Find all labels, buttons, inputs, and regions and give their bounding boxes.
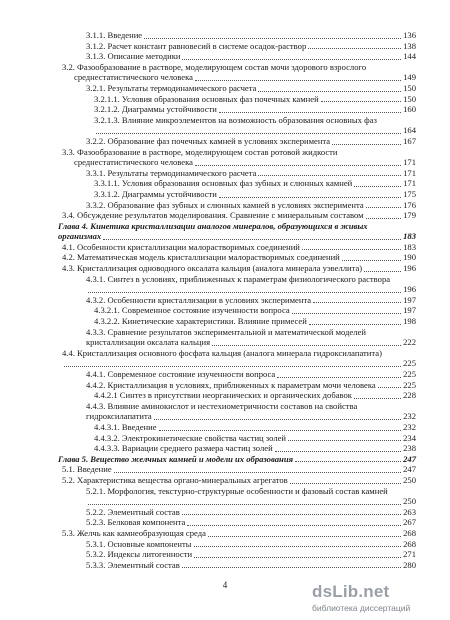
toc-entry-page: 197: [403, 294, 416, 305]
toc-entry-page: 183: [403, 231, 416, 242]
page-number: 4: [222, 580, 228, 590]
toc-line: [58, 51, 416, 62]
toc-entry-page: 250: [403, 496, 416, 507]
toc-entry-text: 4.3.3. Сравнение результатов экспериментальной и математической моделей: [86, 326, 366, 337]
toc-entry-text: 3.3.2. Образование фаз зубных и слюнных камней в условиях эксперимента: [86, 199, 364, 210]
toc-entry-text: кристаллизации оксалата кальция: [86, 337, 211, 348]
toc-entry-text: 4.3.1. Синтез в условиях, приближенных к параметрам физиологического раствора: [86, 273, 391, 284]
toc-line: [58, 475, 416, 486]
toc-leader-dots: [182, 557, 401, 569]
toc-entry-text: 4.4.1. Современное состояние изученности вопроса: [86, 369, 276, 379]
toc-entry-page: 150: [403, 82, 416, 93]
toc-entry-page: 164: [403, 125, 416, 136]
toc-entry-text: 4.3.2. Особенности кристаллизации в условиях эксперимента: [86, 294, 312, 305]
toc-entry-page: 190: [403, 252, 416, 263]
toc-entry-text: 5.2.3. Белковая компонента: [86, 517, 186, 528]
toc-entry-page: 271: [403, 549, 416, 560]
toc-entry-text: 3.2.1. Результаты термодинамического расчета: [86, 82, 257, 93]
toc-entry-text: 4.4.2. Кристаллизация в условиях, приближенных к параметрам мочи человека: [86, 379, 376, 390]
toc-entry-page: 225: [403, 358, 416, 369]
logo-subtitle: библиотека диссертаций: [312, 603, 411, 613]
toc-entry-page: 171: [403, 167, 416, 178]
toc-entry-text: 4.4.3.1. Введение: [94, 421, 157, 432]
toc-entry-text: 3.1.1. Введение: [86, 30, 143, 40]
toc-entry-page: 268: [403, 538, 416, 549]
table-of-contents: [58, 30, 416, 570]
toc-entry-page: 171: [403, 157, 416, 168]
toc-leader-dots: [309, 313, 401, 325]
toc-entry-page: 247: [403, 464, 416, 475]
toc-entry-page: 250: [403, 474, 416, 485]
toc-entry-page: 176: [403, 199, 416, 210]
toc-entry-text: 5.2.1. Морфология, текстурно-структурные особенности и фазовый состав камней: [86, 485, 388, 496]
toc-entry-page: 222: [403, 337, 416, 348]
toc-entry-page: 138: [403, 40, 416, 51]
toc-entry-text: 3.1.2. Расчет констант равновесий в системе осадок-раствор: [86, 40, 307, 51]
toc-line: [58, 189, 416, 200]
toc-line: [58, 560, 416, 571]
toc-line: [58, 200, 416, 211]
toc-entry-page: 263: [403, 506, 416, 517]
toc-entry-text: 5.3.1. Основные компоненты: [86, 538, 192, 549]
toc-entry-text: 4.2. Математическая модель кристаллизации малорастворимых соединений: [62, 252, 340, 263]
toc-entry-text: 3.2.1.3. Влияние микроэлементов на возможность образования основных фаз: [94, 114, 377, 125]
toc-entry-page: 268: [403, 527, 416, 538]
toc-entry-text: 5.2. Характеристика вещества органо-минеральных агрегатов: [62, 474, 288, 485]
toc-entry-page: 149: [403, 72, 416, 83]
toc-leader-dots: [219, 101, 401, 113]
toc-entry-page: 232: [403, 411, 416, 422]
toc-entry-text: Глава 4. Кинетика кристаллизации аналогов минералов, образующихся в живых: [58, 220, 368, 231]
toc-line: [58, 210, 416, 221]
toc-leader-dots: [212, 334, 401, 346]
toc-entry-text: 4.4. Кристаллизация основного фосфата кальция (аналога минерала гидроксилапатита): [62, 347, 382, 358]
toc-line: [58, 263, 416, 274]
toc-entry-page: 167: [403, 135, 416, 146]
toc-entry-text: 5.1. Введение: [62, 464, 112, 475]
toc-entry-text: 3.2.1.1. Условия образования основных фаз почечных камней: [94, 93, 319, 104]
toc-line: [58, 390, 416, 401]
toc-entry-text: среднестатистического человека: [74, 157, 193, 168]
toc-line: [58, 136, 416, 147]
toc-entry-text: среднестатистического человека: [74, 72, 193, 83]
toc-entry-text: 3.3.1.1. Условия образования основных фаз зубных и слюнных камней: [94, 178, 353, 189]
toc-line: [58, 252, 416, 263]
toc-entry-page: 228: [403, 390, 416, 401]
toc-entry-page: 179: [403, 210, 416, 221]
toc-entry-page: 234: [403, 432, 416, 443]
toc-entry-text: 5.3. Желчь как камнеобразующая среда: [62, 527, 206, 538]
toc-leader-dots: [366, 207, 401, 219]
toc-entry-text: организмах: [58, 231, 102, 242]
toc-entry-page: 144: [403, 51, 416, 62]
toc-entry-page: 197: [403, 305, 416, 316]
toc-entry-page: 280: [403, 559, 416, 570]
toc-entry-text: 3.2.1.2. Диаграммы устойчивости: [94, 104, 217, 115]
toc-line: [58, 369, 416, 380]
toc-entry-text: 5.2.2. Элементный состав: [86, 506, 180, 517]
toc-entry-page: 198: [403, 316, 416, 327]
toc-entry-text: 4.4.3. Влияние аминокислот и нестехиометричности составов на свойства: [86, 400, 358, 411]
toc-entry-page: 267: [403, 517, 416, 528]
toc-entry-text: 5.3.3. Элементный состав: [86, 559, 180, 570]
toc-leader-dots: [290, 472, 401, 484]
toc-entry-page: 175: [403, 188, 416, 199]
toc-entry-text: 3.4. Обсуждение результатов моделирования. Сравнение с минеральным составом: [62, 210, 364, 221]
toc-entry-text: 4.3.2.2. Кинетические характеристики. Влияние примесей: [94, 316, 307, 327]
logo-brand: dsLib.net: [312, 582, 390, 601]
toc-entry-page: 196: [403, 263, 416, 274]
toc-entry-page: 225: [403, 379, 416, 390]
toc-line: [58, 337, 416, 348]
toc-entry-text: Глава 5. Вещество желчных камней и модели их образования: [58, 453, 294, 464]
toc-entry-text: 4.3.2.1. Современное состояние изученности вопроса: [94, 305, 290, 316]
toc-entry-page: 171: [403, 178, 416, 189]
toc-entry-text: 5.3.2. Индексы литогенности: [86, 549, 193, 560]
toc-entry-page: 183: [403, 241, 416, 252]
toc-entry-page: 160: [403, 104, 416, 115]
toc-entry-text: 3.3.1. Результаты термодинамического расчета: [86, 167, 257, 178]
toc-entry-text: 3.1.3. Описание методики: [86, 51, 181, 62]
toc-line: [58, 104, 416, 115]
toc-entry-text: 4.4.2.1 Синтез в присутствии неорганических и органических добавок: [94, 390, 352, 401]
toc-entry-page: 247: [403, 453, 416, 464]
toc-entry-text: 3.2.2. Образование фаз почечных камней в условиях эксперимента: [86, 135, 331, 146]
toc-entry-text: 3.3.1.2. Диаграммы устойчивости: [94, 188, 217, 199]
toc-entry-text: 4.4.3.2. Электрокинетические свойства частиц золей: [94, 432, 287, 443]
toc-leader-dots: [354, 387, 401, 399]
toc-entry-text: гидроксилапатита: [86, 411, 152, 422]
toc-entry-text: 3.3. Фазообразование в растворе, моделирующем состав ротовой жидкости: [62, 146, 338, 157]
toc-entry-page: 150: [403, 93, 416, 104]
toc-entry-page: 136: [403, 30, 416, 40]
toc-entry-page: 238: [403, 443, 416, 454]
toc-entry-text: 4.1. Особенности кристаллизации малорастворимых соединений: [62, 241, 300, 252]
dslib-logo: [312, 582, 442, 616]
toc-entry-page: 196: [403, 284, 416, 295]
toc-entry-page: 232: [403, 421, 416, 432]
toc-entry-text: 3.2. Фазообразование в растворе, моделирующем состав мочи здорового взрослого: [62, 61, 367, 72]
toc-leader-dots: [364, 260, 401, 272]
toc-entry-text: 4.4.3.3. Вариации среднего размера частиц золей: [94, 443, 273, 454]
toc-leader-dots: [332, 133, 401, 145]
toc-leader-dots: [182, 48, 401, 60]
toc-line: [58, 316, 416, 327]
toc-entry-text: 4.3. Кристаллизация одноводного оксалата кальция (аналога минерала уэвеллита): [62, 263, 363, 274]
toc-entry-page: 225: [403, 369, 416, 379]
